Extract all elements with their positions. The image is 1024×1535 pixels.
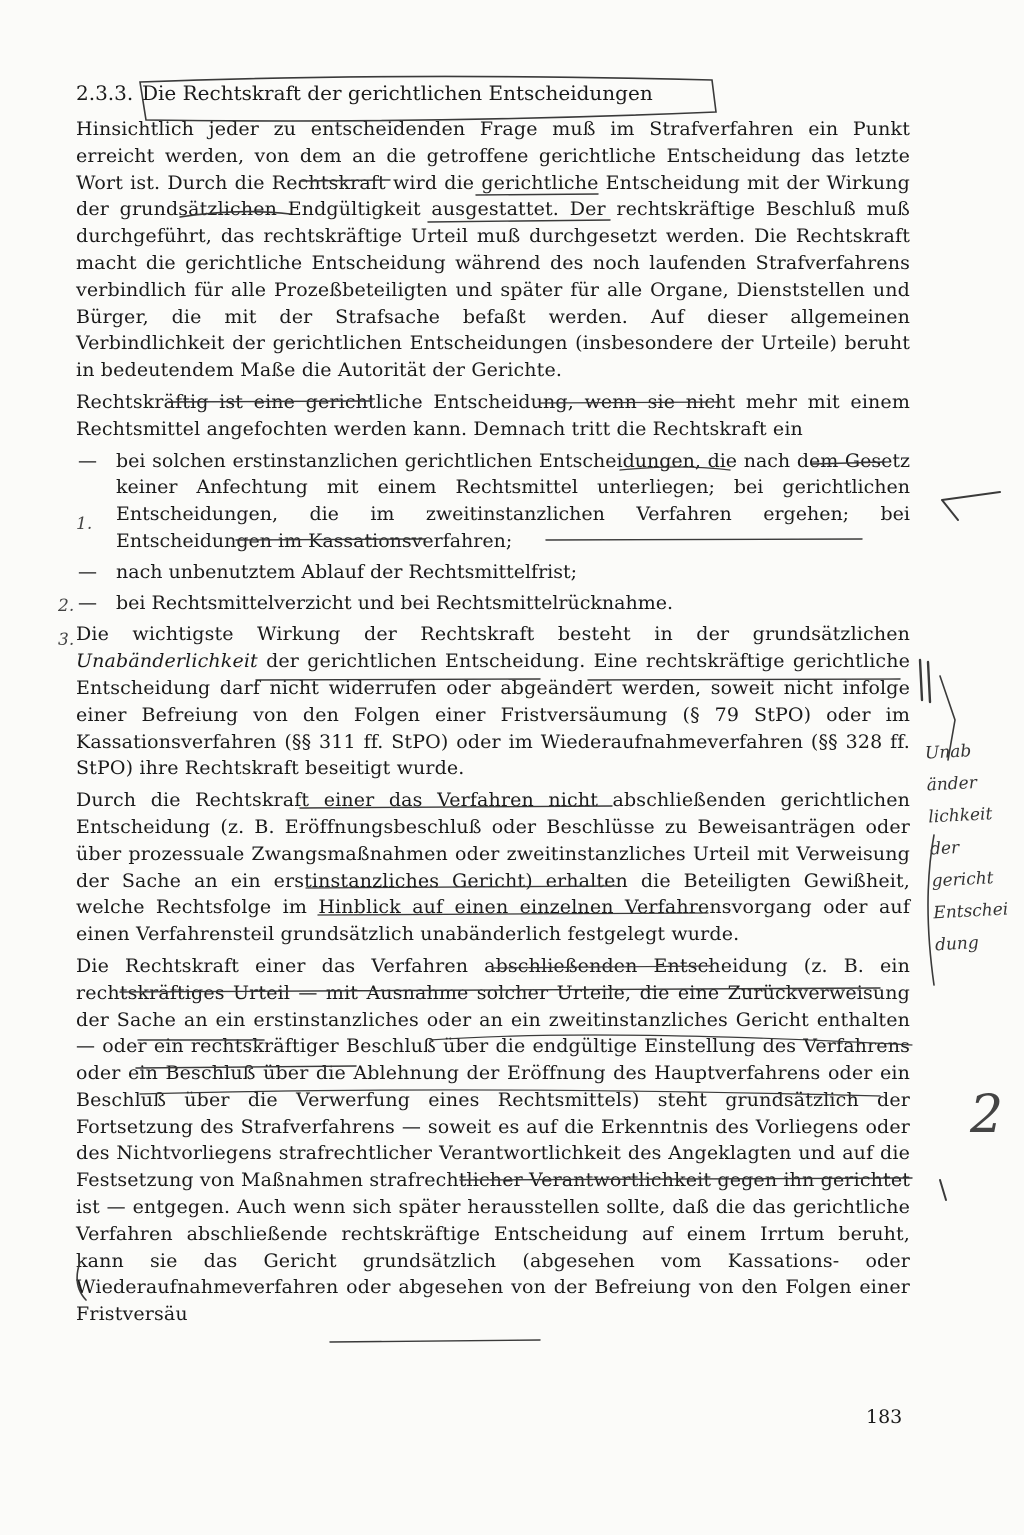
margin-note-line: Unab [924,741,972,764]
handwritten-margin-note [924,733,1024,962]
margin-tick-mark [940,1180,946,1200]
list-item [76,448,910,555]
page-number: 183 [866,1406,903,1428]
list-item [76,559,910,586]
list-item-text: nach unbenutztem Ablauf der Rechtsmittelfrist; [116,560,578,583]
margin-note-line: gericht [931,868,994,892]
section-heading [76,78,910,108]
margin-note-line: der [929,837,960,860]
paragraph-final-decision: Die Rechtskraft einer das Verfahren abschließenden Entscheidung (z. B. ein rechtskräftiges Urteil — mit Ausnahme solcher Urteile, die eine Zurückverweisung der Sache an ein erstinstanzliches oder an ein zweitinstanzliches Gericht enthalten — oder ein rechtskräftiger Beschluß über die endgültige Einstellung des Verfahrens oder ein Beschluß über die Ablehnung der Eröffnung des Hauptverfahrens oder ein Beschluß über die Verwerfung eines Rechtsmittels) steht grundsätzlich der Fortsetzung des Strafverfahrens — soweit es auf die Erkenntnis des Vorliegens oder des Nichtvorliegens strafrechtlicher Verantwortlichkeit des Angeklagten und auf die Festsetzung von Maßnahmen strafrechtlicher Verantwortlichkeit gegen ihn gerichtet ist — entgegen. Auch wenn sich später herausstellen sollte, daß die das gerichtliche Verfahren abschließende rechtskräftige Entscheidung auf einem Irrtum beruht, kann sie das Gericht grundsätzlich (abgesehen vom Kassations- oder Wiederaufnahmeverfahren oder abgesehen von der Befreiung von den Folgen einer Fristversäu [76,954,910,1326]
handwritten-number-1: 1. [76,514,93,534]
finality-cases-list [76,448,910,617]
main-text-column [76,78,910,1333]
list-item [76,590,910,617]
list-dash: — [78,560,97,583]
section-number: 2.3.3. [76,81,134,105]
margin-arrow-mark [942,492,1000,520]
margin-note-line: Entschei [932,899,1009,924]
margin-bar-mark [920,660,930,702]
paragraph-lead: Die wichtigste Wirkung der Rechtskraft besteht in der grundsätzlichen [76,623,910,646]
paragraph-non-final-decision: Durch die Rechtskraft einer das Verfahren nicht abschließenden gerichtlichen Entscheidung (z. B. Eröffnungsbeschluß oder Beschlüsse zu Beweisanträgen oder über prozessuale Zwangsmaßnahmen oder zweitinstanzliches Urteil mit Verweisung der Sache an ein erstinstanzliches Gericht) erhalten die Beteiligten Gewißheit, welche Rechtsfolge im Hinblick auf einen einzelnen Verfahrensvorgang oder auf einen Verfahrensteil grundsätzlich unabänderlich festgelegt wurde. [76,789,910,946]
emphasized-term: Unabänderlichkeit [76,650,258,673]
section-title: Die Rechtskraft der gerichtlichen Entscheidungen [142,81,653,105]
list-dash: — [78,591,97,614]
paragraph-finality: Hinsichtlich jeder zu entscheidenden Frage muß im Strafverfahren ein Punkt erreicht werden, von dem an die getroffene gerichtliche Entscheidung das letzte Wort ist. Durch die Rechtskraft wird die gerichtliche Entscheidung mit der Wirkung der grundsätzlichen Endgültigkeit ausgestattet. Der rechtskräftige Beschluß muß durchgeführt, das rechtskräftige Urteil muß durchgesetzt werden. Die Rechtskraft macht die gerichtliche Entscheidung während des noch laufenden Strafverfahrens verbindlich für alle Prozeßbeteiligten und später für alle Organe, Dienststellen und Bürger, die mit der Strafsache befaßt werden. Auf dieser allgemeinen Verbindlichkeit der gerichtlichen Entscheidungen (insbesondere der Urteile) beruht in bedeutendem Maße die Autorität der Gerichte. [76,118,910,382]
handwritten-number-3: 3. [58,630,75,650]
paragraph-when-final: Rechtskräftig ist eine gerichtliche Entscheidung, wenn sie nicht mehr mit einem Rechtsmittel angefochten werden kann. Demnach tritt die Rechtskraft ein [76,390,910,440]
underline-mark [330,1340,540,1342]
margin-note-line: lichkeit [927,804,993,828]
handwritten-number-2: 2. [58,596,75,616]
paragraph-rest: der gerichtlichen Entscheidung. Eine rechtskräftige gerichtliche Entscheidung darf nicht widerrufen oder abgeändert werden, soweit nicht infolge einer Befreiung von den Folgen einer Fristversäumung (§ 79 StPO) oder im Kassationsverfahren (§§ 311 ff. StPO) oder im Wiederaufnahmeverfahren (§§ 328 ff. StPO) ihre Rechtskraft beseitigt wurde. [76,650,910,780]
margin-note-line: dung [934,933,980,956]
list-dash: — [78,449,97,472]
list-item-text: bei Rechtsmittelverzicht und bei Rechtsmittelrücknahme. [116,591,673,614]
paragraph-unchangeability [76,621,910,782]
handwritten-margin-two: 2 [970,1085,1004,1145]
margin-note-line: änder [926,772,978,796]
list-item-text: bei solchen erstinstanzlichen gerichtlichen Entscheidungen, die nach dem Gesetz keiner Anfechtung mit einem Rechtsmittel unterliegen; bei gerichtlichen Entscheidungen, die im zweitinstanzlichen Verfahren ergehen; bei Entscheidungen im Kassationsverfahren; [116,449,910,552]
